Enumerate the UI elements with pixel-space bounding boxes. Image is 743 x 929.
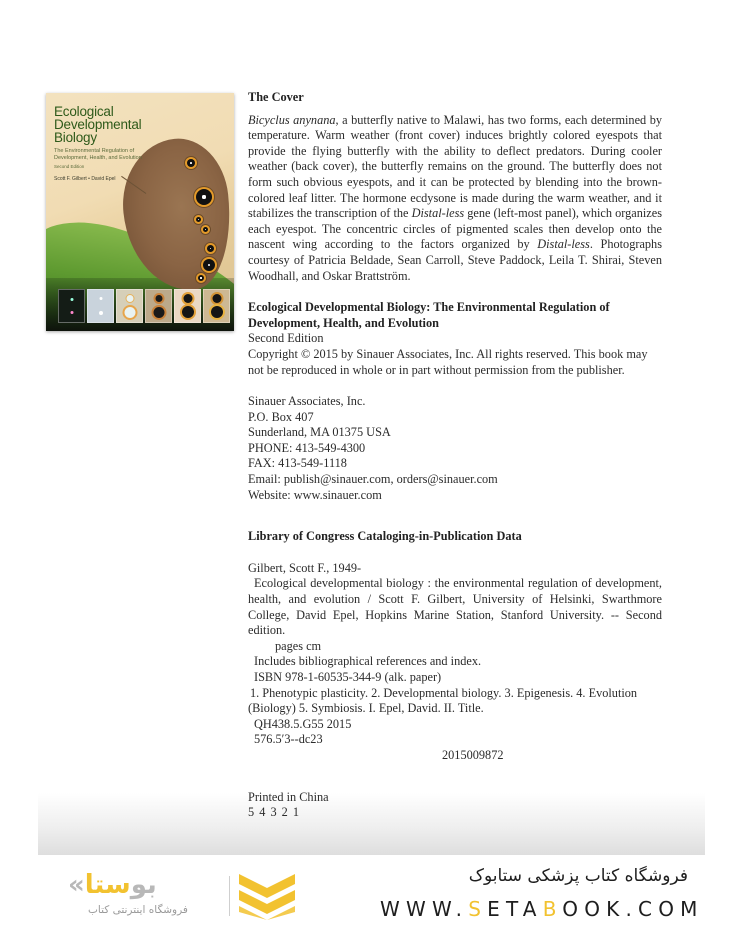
setabook-banner bbox=[380, 866, 704, 926]
eyespot-icon bbox=[155, 295, 162, 302]
cip-notes: Includes bibliographical references and index. bbox=[254, 654, 482, 669]
publisher-website: Website: www.sinauer.com bbox=[248, 487, 382, 502]
url-highlight: B bbox=[542, 897, 563, 921]
setabook-logo-wordmark bbox=[68, 870, 157, 900]
cover-title-line: Biology bbox=[54, 130, 97, 145]
eyespot-panel bbox=[174, 289, 201, 323]
cover-subtitle-line: The Environmental Regulation of bbox=[54, 148, 135, 154]
logo-wordmark-yellow: ستا bbox=[84, 870, 131, 900]
cip-dewey: 576.5′3--dc23 bbox=[254, 732, 323, 747]
cover-description-text: gene (left-most panel), which organizes each eyespot. The concentric circles of pigmented scales then develop onto the nascent wing according to the factors organized by bbox=[248, 206, 663, 252]
gene-name: Distal-less bbox=[537, 237, 590, 252]
eyespot-icon bbox=[203, 227, 208, 232]
eyespot-icon bbox=[196, 189, 212, 205]
book-edition: Second Edition bbox=[248, 331, 324, 346]
eyespot-icon bbox=[203, 259, 215, 271]
cover-section-heading: The Cover bbox=[248, 90, 304, 104]
store-url[interactable] bbox=[380, 897, 704, 921]
cip-pages: pages cm bbox=[275, 638, 322, 653]
url-text: WWW. bbox=[380, 897, 469, 921]
cover-title bbox=[54, 105, 194, 144]
eyespot-panel bbox=[145, 289, 172, 323]
cip-subjects: 1. Phenotypic plasticity. 2. Developmental biology. 3. Epigenesis. 4. Evolution (Biology) 5. Symbiosis. I. Epel, David. II. Title. bbox=[248, 685, 638, 716]
url-text: OOK.COM bbox=[562, 897, 704, 921]
eyespot-panel bbox=[116, 289, 143, 323]
eyespot-icon bbox=[99, 297, 102, 300]
eyespot-icon bbox=[99, 311, 103, 315]
eyespot-icon bbox=[187, 159, 195, 167]
cover-description-text: . Photographs courtesy of Patricia Beldade, Sean Carroll, Steve Paddock, Leila T. Shirai, Steven Woodhall, and Oskar Brattström. bbox=[248, 237, 662, 283]
publisher-address bbox=[248, 394, 662, 503]
logo-wordmark-grey: «بو bbox=[68, 870, 157, 900]
eyespot-icon bbox=[211, 306, 223, 318]
publisher-fax: FAX: 413-549-1118 bbox=[248, 456, 347, 471]
cip-author: Gilbert, Scott F., 1949- bbox=[248, 560, 362, 575]
cip-lccn: 2015009872 bbox=[442, 747, 504, 762]
eyespot-icon bbox=[196, 217, 201, 222]
cover-title-line: Developmental bbox=[54, 117, 142, 132]
copyright-notice: Copyright © 2015 by Sinauer Associates, Inc. All rights reserved. This book may not be reproduced in whole or in part without permission from the publisher. bbox=[248, 346, 648, 377]
cip-title-entry: Ecological developmental biology : the environmental regulation of development, health, and evolution / Scott F. Gilbert, University of Helsinki, Swarthmore College, David Epel, Hopkins Marine Station, Stanford University. -- Second edition. bbox=[248, 576, 662, 638]
logo-subtitle: فروشگاه اینترنتی کتاب bbox=[88, 904, 188, 916]
publisher-po-box: P.O. Box 407 bbox=[248, 409, 314, 424]
eyespot-panel bbox=[87, 289, 114, 323]
cip-lc-class: QH438.5.G55 2015 bbox=[254, 716, 352, 731]
eyespot-icon bbox=[70, 298, 73, 301]
eyespot-panel bbox=[203, 289, 230, 323]
setabook-chevron-icon bbox=[239, 874, 295, 920]
cip-isbn: ISBN 978-1-60535-344-9 (alk. paper) bbox=[254, 670, 442, 684]
copyright-page-text bbox=[248, 90, 662, 821]
eyespot-icon bbox=[124, 307, 135, 318]
eyespot-icon bbox=[198, 275, 204, 281]
publisher-email: Email: publish@sinauer.com, orders@sinauer.com bbox=[248, 472, 498, 487]
eyespot-icon bbox=[183, 294, 192, 303]
book-title: Ecological Developmental Biology: The Environmental Regulation of Development, Health, and Evolution bbox=[248, 300, 610, 330]
eyespot-icon bbox=[70, 311, 73, 314]
logo-divider bbox=[229, 876, 230, 916]
setabook-logo[interactable] bbox=[66, 868, 306, 922]
url-highlight: S bbox=[468, 897, 488, 921]
cover-title-line: Ecological bbox=[54, 104, 114, 119]
store-name: فروشگاه کتاب پزشکی ستابوک bbox=[468, 866, 688, 886]
eyespot-icon bbox=[126, 295, 133, 302]
publisher-phone: PHONE: 413-549-4300 bbox=[248, 440, 366, 455]
species-name: Bicyclus anynana bbox=[248, 112, 336, 127]
eyespot-icon bbox=[212, 294, 221, 303]
cover-description-text: , a butterfly native to Malawi, has two forms, each determined by temperature. Warm weather (front cover) induces brightly colored eyespots that provide the flying butterfly with the ability to deflect predators. During cooler weather (back cover), the butterfly remains on the ground. The butterfly does not form such obvious eyespots, and it can be protected by blending into the brown-colored leaf litter. The hormone ecdysone is made during the warm weather, and it stabilizes the transcription of the bbox=[248, 112, 662, 221]
eyespot-panel bbox=[58, 289, 85, 323]
cip-heading: Library of Congress Cataloging-in-Publication Data bbox=[248, 529, 522, 544]
publisher-city: Sunderland, MA 01375 USA bbox=[248, 425, 391, 440]
cover-eyespot-panels bbox=[58, 289, 230, 323]
book-cover-image bbox=[46, 93, 234, 331]
cover-description bbox=[248, 113, 662, 285]
printed-in: Printed in China bbox=[248, 789, 329, 804]
eyespot-icon bbox=[153, 307, 164, 318]
cover-edition: Second Edition bbox=[54, 164, 85, 169]
cover-subtitle bbox=[54, 148, 174, 161]
gene-name: Distal-less bbox=[411, 206, 465, 221]
cover-authors: Scott F. Gilbert • David Epel bbox=[54, 176, 116, 182]
publisher-name: Sinauer Associates, Inc. bbox=[248, 394, 366, 409]
eyespot-icon bbox=[207, 245, 214, 252]
cover-subtitle-line: Development, Health, and Evolution bbox=[54, 154, 142, 161]
eyespot-icon bbox=[182, 306, 194, 318]
url-text: ETA bbox=[487, 897, 543, 921]
printing-numbers: 5 4 3 2 1 bbox=[248, 805, 301, 820]
